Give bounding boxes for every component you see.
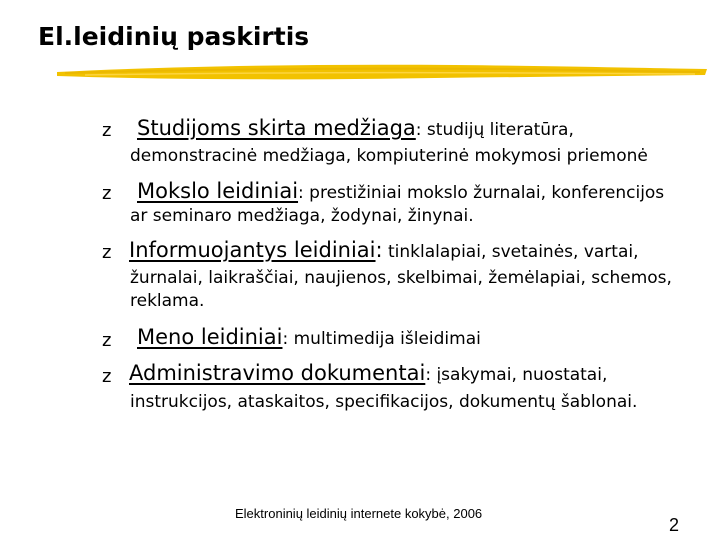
- item-heading: Studijoms skirta medžiaga: [137, 116, 416, 140]
- item-text: tinklalapiai, svetainės, vartai,: [382, 242, 639, 262]
- item-text: įsakymai, nuostatai,: [431, 365, 608, 385]
- item-separator: :: [375, 238, 383, 262]
- item-separator: :: [425, 365, 432, 385]
- slide-title: El.leidinių paskirtis: [38, 22, 310, 51]
- list-item: [137, 325, 481, 349]
- item-separator: :: [298, 183, 304, 203]
- page-number: 2: [669, 515, 680, 535]
- list-item: [129, 361, 607, 385]
- bullet-icon: z: [102, 330, 112, 351]
- item-heading: Meno leidiniai: [137, 325, 283, 349]
- bullet-icon: z: [102, 183, 112, 204]
- item-separator: :: [282, 329, 289, 349]
- item-heading: Informuojantys leidiniai: [129, 238, 376, 262]
- item-continuation: žurnalai, laikraščiai, naujienos, skelbimai, žemėlapiai, schemos,: [130, 268, 672, 288]
- list-item: [129, 238, 639, 262]
- list-item: [137, 179, 664, 203]
- list-item: [137, 116, 574, 140]
- item-text: prestižiniai mokslo žurnalai, konferencijos: [303, 183, 665, 203]
- item-heading: Administravimo dokumentai: [129, 361, 426, 385]
- item-continuation: reklama.: [130, 291, 205, 311]
- item-text: multimedija išleidimai: [288, 329, 481, 349]
- item-continuation: ar seminaro medžiaga, žodynai, žinynai.: [130, 206, 474, 226]
- bullet-icon: z: [102, 120, 112, 141]
- title-underline-swoosh: [55, 60, 710, 84]
- item-heading: Mokslo leidiniai: [137, 179, 299, 203]
- bullet-icon: z: [102, 366, 112, 387]
- item-separator: :: [415, 120, 422, 140]
- item-text: studijų literatūra,: [421, 120, 574, 140]
- item-continuation: demonstracinė medžiaga, kompiuterinė mokymosi priemonė: [130, 146, 648, 166]
- item-continuation: instrukcijos, ataskaitos, specifikacijos, dokumentų šablonai.: [130, 392, 638, 412]
- slide-footer: Elektroninių leidinių internete kokybė, 2006: [235, 506, 483, 521]
- bullet-icon: z: [102, 242, 112, 263]
